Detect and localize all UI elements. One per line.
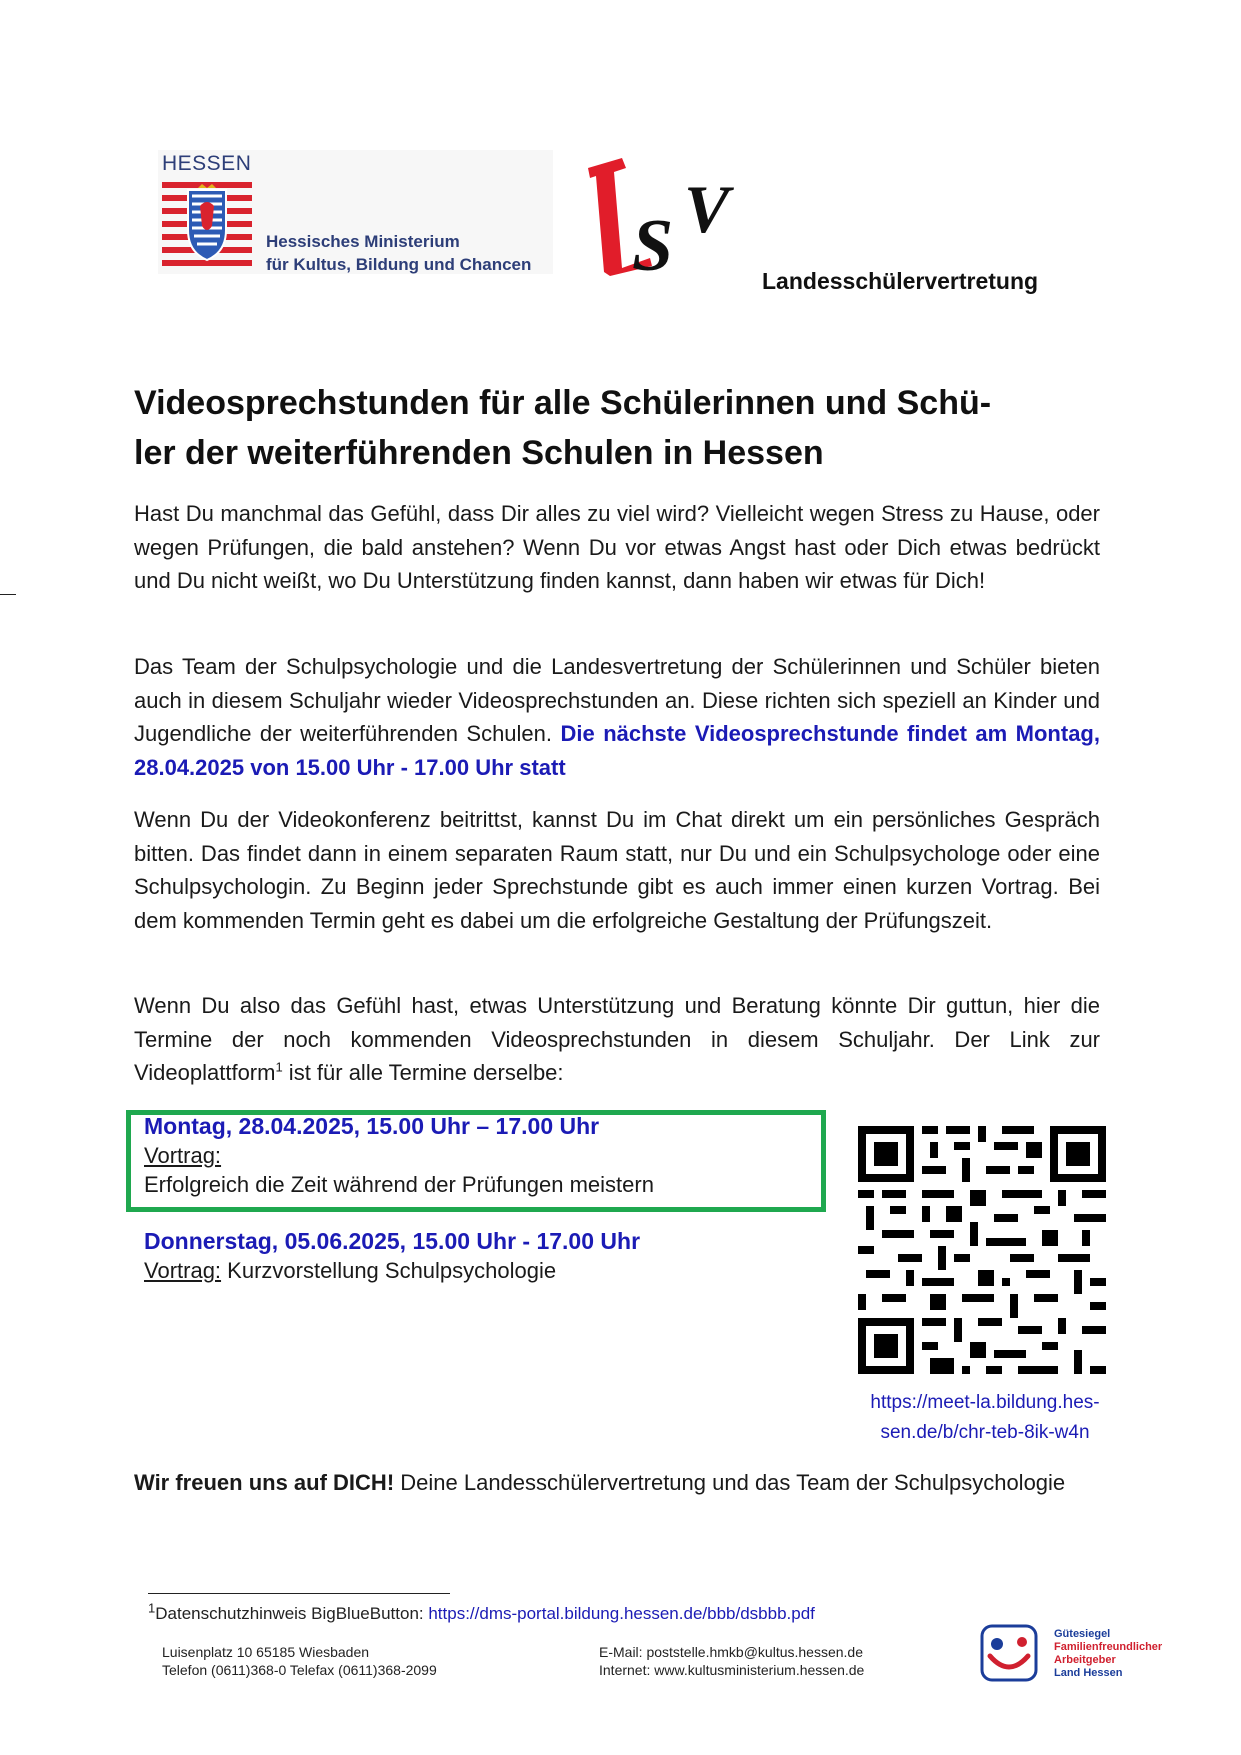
team-paragraph [134, 650, 1100, 784]
appointment-2-date: Donnerstag, 05.06.2025, 15.00 Uhr - 17.00 Uhr [144, 1228, 641, 1254]
dates-intro-paragraph [134, 989, 1100, 1090]
family-friendly-seal-icon [980, 1624, 1038, 1682]
seal-line3: Arbeitgeber [1054, 1654, 1116, 1666]
closing-paragraph [134, 1466, 1100, 1500]
page-title [134, 378, 1114, 478]
appointment-1-date: Montag, 28.04.2025, 15.00 Uhr – 17.00 Uhr [144, 1113, 600, 1139]
footnote-number: 1 [148, 1600, 156, 1616]
video-platform-link-line2[interactable]: sen.de/b/chr-teb-8ik-w4n [880, 1422, 1090, 1443]
footer-address-block [162, 1643, 437, 1679]
footer-internet[interactable]: Internet: www.kultusministerium.hessen.de [599, 1662, 865, 1678]
lsv-title: Landesschülervertretung [762, 268, 1039, 294]
qr-code-icon[interactable] [858, 1126, 1106, 1374]
page-title-line1: Videosprechstunden für alle Schülerinnen und Schü- [134, 384, 992, 422]
appointment-2-topic: Kurzvorstellung Schulpsychologie [221, 1258, 557, 1283]
hessen-coat-of-arms-icon [162, 182, 252, 270]
privacy-link[interactable]: https://dms-portal.bildung.hessen.de/bbb/dsbbb.pdf [428, 1604, 815, 1623]
page-title-line2: ler der weiterführenden Schulen in Hessen [134, 434, 824, 472]
footnote-marker: 1 [275, 1059, 283, 1075]
margin-mark [0, 594, 16, 595]
ministry-name-line1: Hessisches Ministerium [266, 232, 460, 251]
footnote-text: Datenschutzhinweis BigBlueButton: [155, 1604, 429, 1623]
video-platform-link[interactable] [846, 1388, 1124, 1448]
appointment-1 [144, 1112, 654, 1199]
footnote-rule [148, 1593, 450, 1594]
team-text: Das Team der Schulpsychologie und die Landesvertretung der Schülerinnen und Schüler bieten auch in diesem Schuljahr wieder Videosprechstunden an. Diese richten sich speziell an Kinder und Jugendliche der weiterführenden Schulen. [134, 654, 1100, 746]
appointment-2-label: Vortrag: [144, 1258, 222, 1283]
lsv-logo [588, 158, 758, 276]
footer-email[interactable]: E-Mail: poststelle.hmkb@kultus.hessen.de [599, 1644, 863, 1660]
video-platform-link-line1[interactable]: https://meet-la.bildung.hes- [870, 1392, 1100, 1413]
seal-line4: Land Hessen [1054, 1667, 1123, 1679]
footer-address: Luisenplatz 10 65185 Wiesbaden [162, 1644, 370, 1660]
ministry-name [266, 230, 531, 276]
hessen-wordmark: HESSEN [162, 152, 252, 175]
svg-text:V: V [684, 171, 730, 247]
hessen-ministry-logo [158, 150, 553, 274]
appointment-2 [144, 1227, 640, 1285]
footer-contact-block [599, 1643, 864, 1679]
conference-paragraph: Wenn Du der Videokonferenz beitrittst, kannst Du im Chat direkt um ein persönliches Gespräch bitten. Das findet dann in einem separaten Raum statt, nur Du und ein Schulpsychologe oder eine Schulpsychologin. Zu Beginn jeder Sprechstunde gibt es auch immer einen kurzen Vortrag. Bei dem kommenden Termin geht es dabei um die erfolgreiche Gestaltung der Prüfungszeit. [134, 807, 1100, 933]
closing-text: Deine Landesschülervertretung und das Team der Schulpsychologie [394, 1470, 1066, 1495]
svg-text:S: S [632, 205, 674, 276]
seal-line1: Gütesiegel [1054, 1628, 1111, 1640]
intro-paragraph: Hast Du manchmal das Gefühl, dass Dir alles zu viel wird? Vielleicht wegen Stress zu Hause, oder wegen Prüfungen, die bald anstehen? Wenn Du vor etwas Angst hast oder Dich etwas bedrückt und Du nicht weißt, wo Du Unterstützung finden kannst, dann haben wir etwas für Dich! [134, 501, 1100, 593]
footnote [148, 1600, 815, 1624]
footer-phone: Telefon (0611)368-0 Telefax (0611)368-2099 [162, 1662, 437, 1678]
next-session-highlight: Die nächste Videosprechstunde findet am Montag, 28.04.2025 von 15.00 Uhr - 17.00 Uhr statt [134, 721, 1100, 780]
family-friendly-seal-text [1054, 1628, 1162, 1680]
seal-line2: Familienfreundlicher [1054, 1641, 1163, 1653]
dates-intro-text: Wenn Du also das Gefühl hast, etwas Unterstützung und Beratung könnte Dir guttun, hier die Termine der noch kommenden Videosprechstunden in diesem Schuljahr. Der Link zur Videoplattform [134, 993, 1100, 1085]
closing-bold: Wir freuen uns auf DICH! [134, 1470, 395, 1495]
ministry-name-line2: für Kultus, Bildung und Chancen [266, 255, 532, 274]
appointment-1-topic: Erfolgreich die Zeit während der Prüfungen meistern [144, 1172, 654, 1197]
appointment-1-label: Vortrag: [144, 1143, 222, 1168]
dates-intro-end: ist für alle Termine derselbe: [282, 1060, 564, 1085]
